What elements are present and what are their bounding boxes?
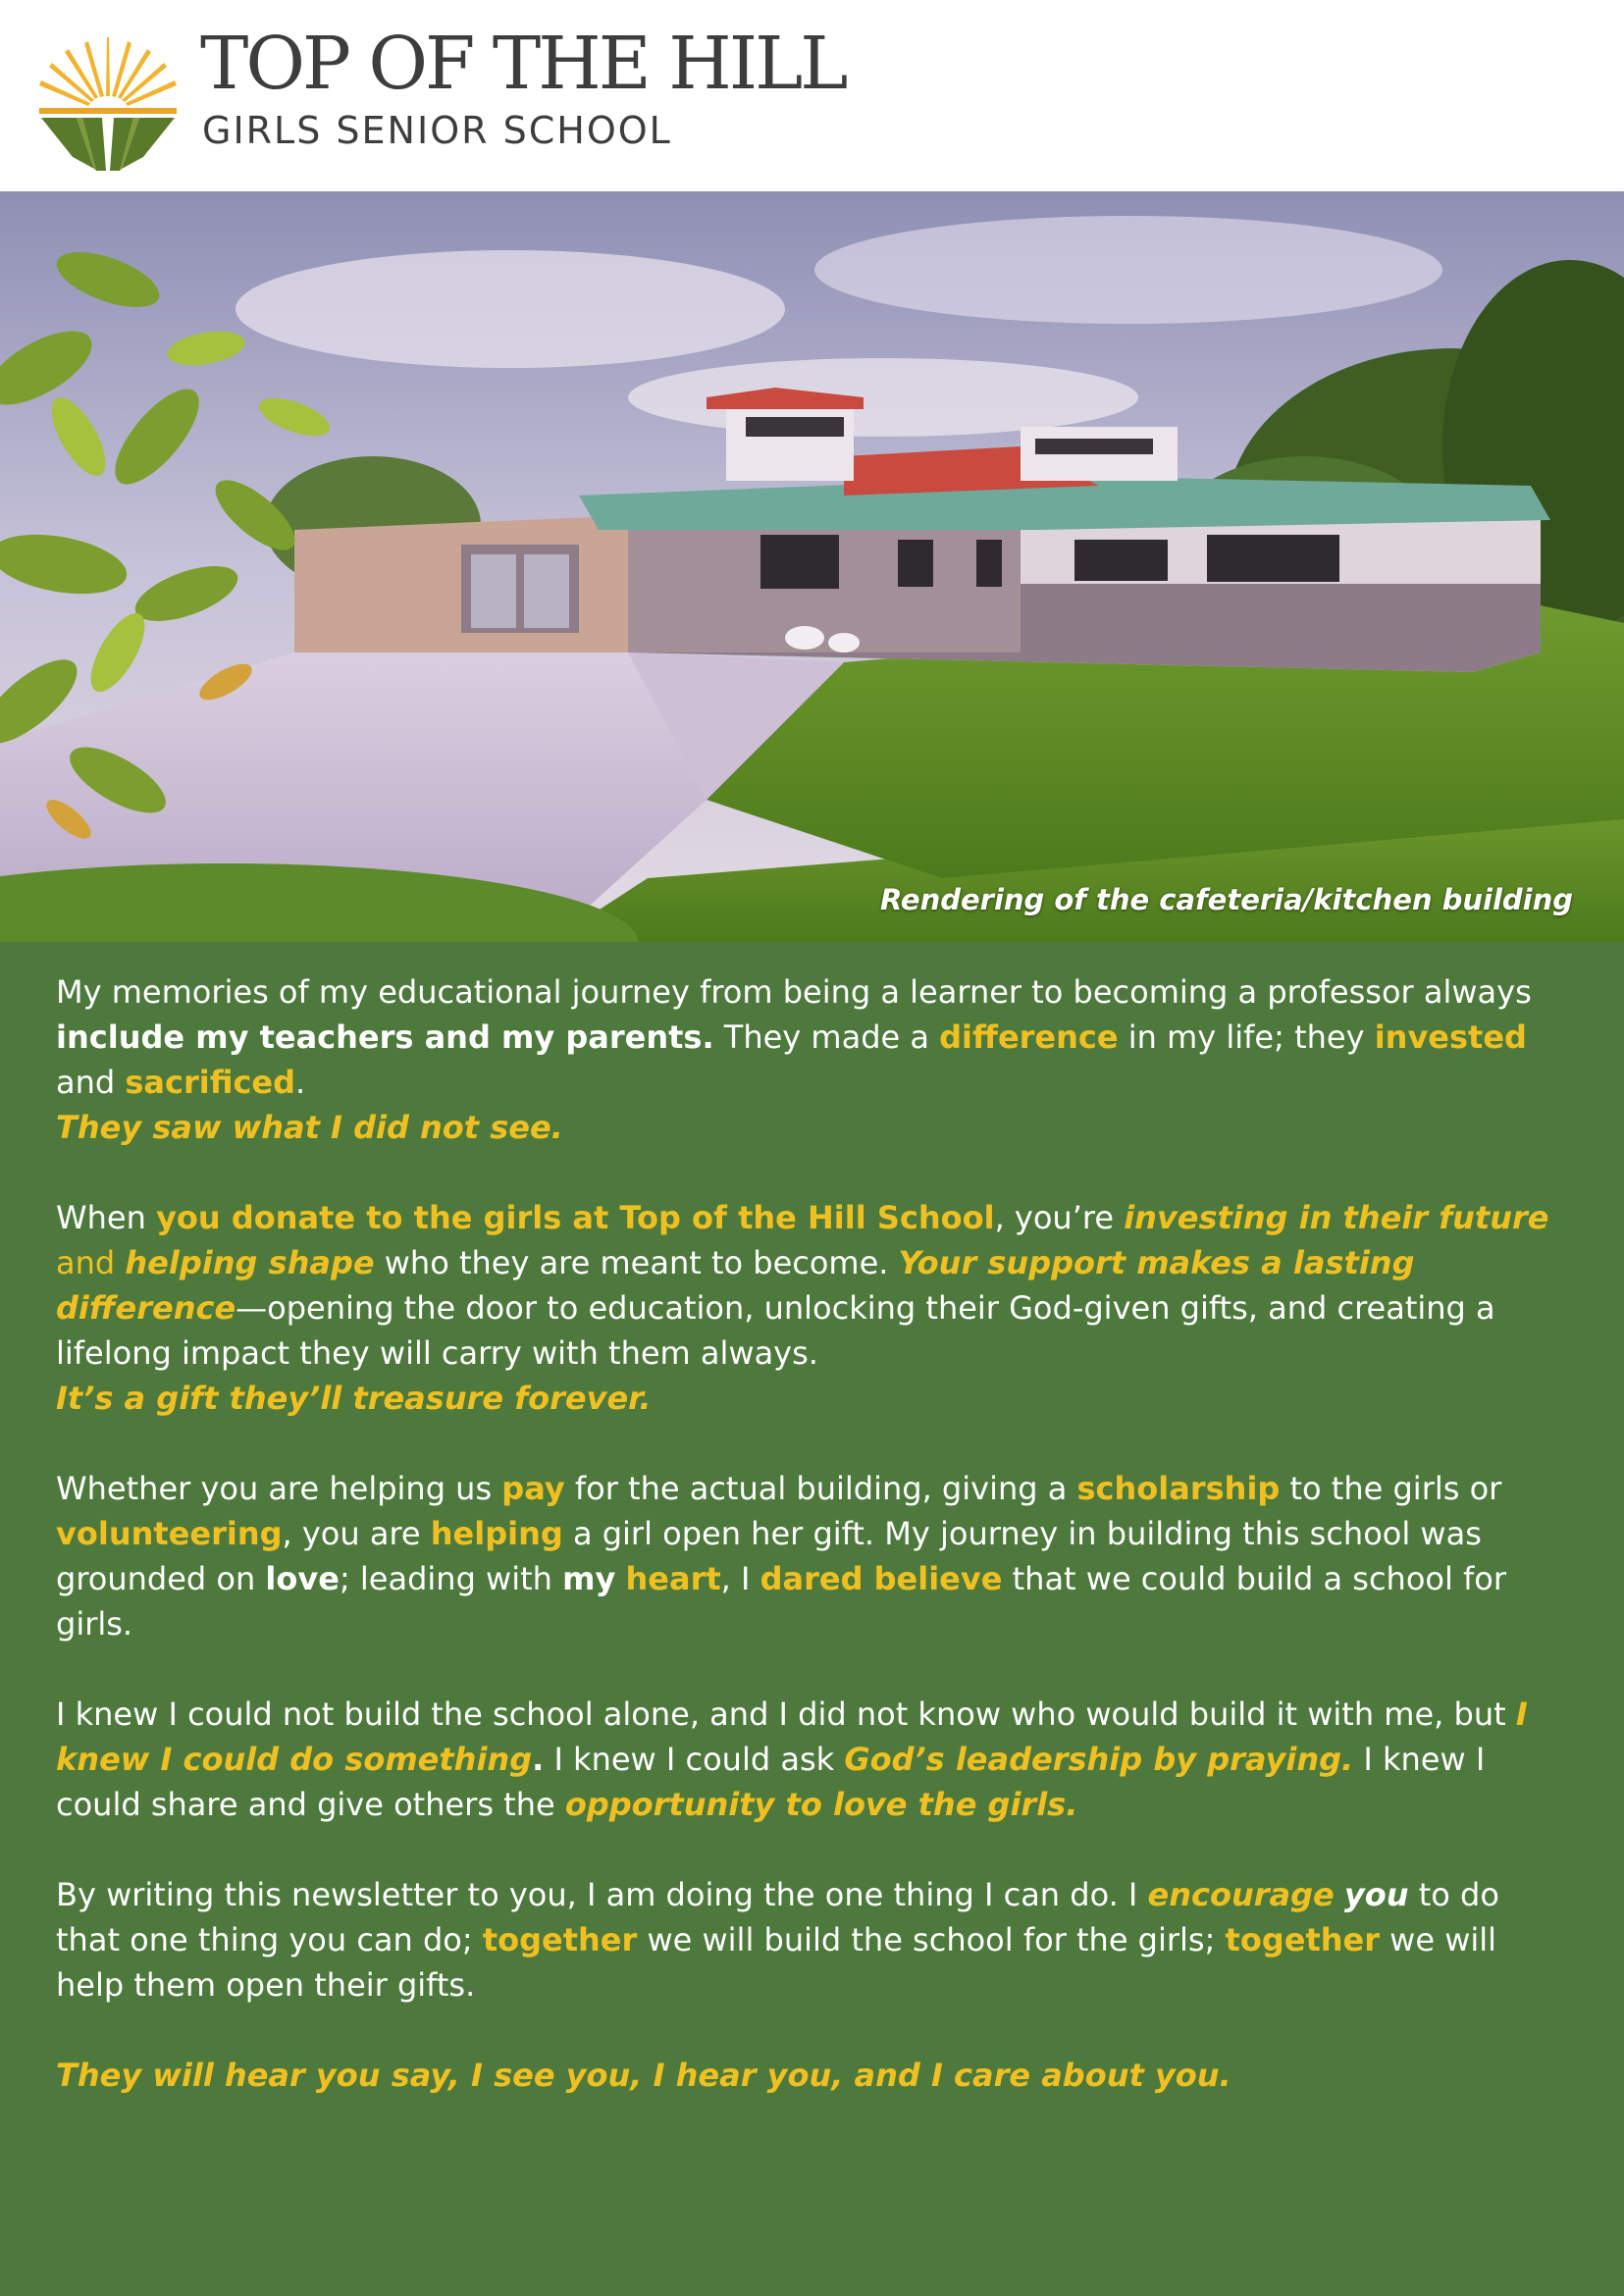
highlight-italic-text: encourage — [1147, 1876, 1335, 1913]
highlight-text: together — [1225, 1921, 1380, 1958]
paragraph-1 — [56, 969, 1572, 1150]
text-run: I knew I could ask — [544, 1741, 845, 1778]
paragraph-5 — [56, 1872, 1572, 2008]
newsletter-body — [56, 969, 1572, 2143]
header — [0, 0, 1624, 191]
text-run: that we could build a school for girls. — [56, 1560, 1507, 1643]
paragraph-4 — [56, 1692, 1572, 1827]
highlight-text: pay — [501, 1470, 565, 1507]
text-run: When — [56, 1199, 157, 1236]
paragraph-3 — [56, 1466, 1572, 1646]
image-caption: Rendering of the cafeteria/kitchen building — [880, 883, 1573, 916]
paragraph-2 — [56, 1195, 1572, 1421]
emphasis-text: love — [265, 1560, 340, 1597]
highlight-italic-text: God’s leadership by praying. — [844, 1741, 1354, 1778]
emphasis-text: my — [562, 1560, 616, 1597]
text-run: By writing this newsletter to you, I am doing the one thing I can do. I — [56, 1876, 1148, 1913]
text-run: to the girls or — [1280, 1470, 1502, 1507]
text-run: My memories of my educational journey from being a learner to becoming a professor always — [56, 973, 1532, 1011]
text-run: They made a — [713, 1018, 940, 1056]
logo-subtitle: GIRLS SENIOR SCHOOL — [202, 109, 672, 152]
text-run: , you are — [282, 1515, 431, 1552]
text-run: . — [295, 1064, 306, 1101]
text-run: and — [56, 1064, 126, 1101]
emphasis-text: include my teachers and my parents. — [56, 1018, 714, 1056]
highlight-italic-text: helping shape — [125, 1244, 375, 1281]
text-run: ; leading with — [339, 1560, 563, 1597]
highlight-plain-text: and — [56, 1244, 116, 1281]
highlight-italic-text: investing in their future — [1124, 1199, 1549, 1236]
sunrise-logo-icon — [37, 35, 179, 171]
highlight-text: difference — [939, 1018, 1119, 1056]
highlight-text: dared believe — [760, 1560, 1003, 1597]
hero-image — [0, 191, 1624, 942]
highlight-text: heart — [625, 1560, 721, 1597]
highlight-text: together — [482, 1921, 638, 1958]
highlight-italic-text: It’s a gift they’ll treasure forever. — [56, 1380, 652, 1417]
closing-line — [56, 2053, 1572, 2098]
text-run: , you’re — [994, 1199, 1125, 1236]
highlight-text: you donate to the girls at Top of the Hill School — [156, 1199, 995, 1236]
emphasis-text: . — [532, 1741, 545, 1778]
text-run: in my life; they — [1118, 1018, 1375, 1056]
highlight-text: scholarship — [1076, 1470, 1281, 1507]
text-run: we will build the school for the girls; — [637, 1921, 1226, 1958]
highlight-italic-text: opportunity to love the girls. — [564, 1786, 1078, 1823]
highlight-text: volunteering — [56, 1515, 283, 1552]
highlight-text: sacrificed — [125, 1064, 296, 1101]
text-run: we will help them open their gifts. — [56, 1921, 1497, 2004]
logo-title: TOP OF THE HILL — [200, 22, 846, 106]
text-run: I knew I could not build the school alone, and I did not know who would build it with me, but — [56, 1696, 1516, 1733]
text-run: to do that one thing you can do; — [56, 1876, 1499, 1958]
text-run: Whether you are helping us — [56, 1470, 502, 1507]
highlight-italic-text: They will hear you say, I see you, I hear you, and I care about you. — [56, 2057, 1231, 2094]
text-run: , I — [720, 1560, 760, 1597]
text-run: I knew I could share and give others the — [56, 1741, 1486, 1823]
highlight-text: invested — [1374, 1018, 1527, 1056]
text-run: a girl open her gift. My journey in building this school was grounded on — [56, 1515, 1482, 1597]
text-run: for the actual building, giving a — [564, 1470, 1077, 1507]
text-run: who they are meant to become. — [374, 1244, 899, 1281]
highlight-italic-text: I knew I could do something — [56, 1696, 1528, 1778]
highlight-text: helping — [430, 1515, 563, 1552]
cafeteria-building-rendering — [0, 191, 1624, 942]
highlight-italic-text: They saw what I did not see. — [56, 1109, 563, 1146]
text-run: —opening the door to education, unlocking their God-given gifts, and creating a lifelong impact they will carry with them always. — [56, 1289, 1495, 1372]
highlight-italic-text: Your support makes a lasting difference — [56, 1244, 1415, 1327]
emphasis-italic-text: you — [1343, 1876, 1409, 1913]
